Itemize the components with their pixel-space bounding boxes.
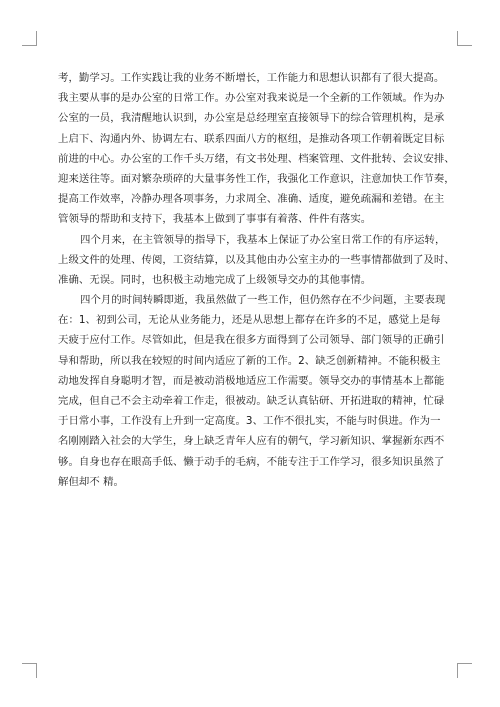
text-line: 在：1、初到公司，无论从业务能力，还是从思想上都存在许多的不足，感觉上是每: [58, 314, 441, 327]
text-line: 天疲于应付工作。尽管如此，但是我在很多方面得到了公司领导、部门领导的正确引: [58, 334, 445, 347]
text-line: 完成，但自己不会主动牵着工作走，很被动。缺乏认真钻研、开拓进取的精神，忙碌: [58, 395, 445, 407]
document-body: [58, 68, 455, 492]
text-line: 我主要从事的是办公室的日常工作。办公室对我来说是一个全新的工作领域。作为办: [58, 92, 445, 105]
text-line: 导和帮助，所以我在较短的时间内适应了新的工作。2、缺乏创新精神。不能积极主: [58, 354, 441, 367]
crop-mark-bottom-right: [457, 663, 472, 678]
text-line: 准确、无误。同时，也积极主动地完成了上级领导交办的其他事情。: [58, 273, 372, 286]
text-line: 名刚刚踏入社会的大学生，身上缺乏青年人应有的朝气，学习新知识、掌握新东西不: [58, 435, 445, 448]
text-line: 迎来送往等。面对繁杂琐碎的大量事务性工作，我强化工作意识，注意加快工作节奏，: [58, 172, 455, 185]
text-line: 解但却不 精。: [58, 475, 124, 488]
crop-mark-top-right: [457, 31, 472, 46]
crop-mark-bottom-left: [22, 663, 37, 678]
text-line: 考，勤学习。工作实践让我的业务不断增长，工作能力和思想认识都有了很大提高。: [58, 72, 445, 84]
crop-mark-top-left: [22, 31, 37, 46]
text-line: 上级文件的处理、传阅，工资结算，以及其他由办公室主办的一些事情都做到了及时、: [58, 253, 455, 266]
text-line: 前进的中心。办公室的工作千头万绪，有文书处理、档案管理、文件批转、会议安排、: [58, 152, 455, 165]
text-line: 提高工作效率，冷静办理各项事务，力求周全、准确、适度，避免疏漏和差错。在主: [58, 193, 445, 206]
text-line: 管领导的帮助和支持下，我基本上做到了事事有着落、件件有落实。: [58, 213, 372, 226]
paragraph-first-line: 四个月来，在主管领导的指导下，我基本上保证了办公室日常工作的有序运转，: [80, 233, 446, 246]
text-line: 上启下、沟通内外、协调左右、联系四面八方的枢纽，是推动各项工作朝着既定目标: [58, 132, 445, 145]
text-line: 于日常小事，工作没有上升到一定高度。3、工作不很扎实，不能与时俱进。作为一: [58, 415, 441, 428]
text-line: 公室的一员，我清醒地认识到，办公室是总经理室直接领导下的综合管理机构，是承: [58, 112, 445, 125]
text-line: 够。自身也存在眼高手低、懒于动手的毛病，不能专注于工作学习，很多知识虽然了: [58, 455, 445, 468]
paragraph-first-line: 四个月的时间转瞬即逝，我虽然做了一些工作，但仍然存在不少问题，主要表现: [80, 294, 446, 307]
text-line: 动地发挥自身聪明才智，而是被动消极地适应工作需要。领导交办的事情基本上都能: [58, 374, 445, 387]
